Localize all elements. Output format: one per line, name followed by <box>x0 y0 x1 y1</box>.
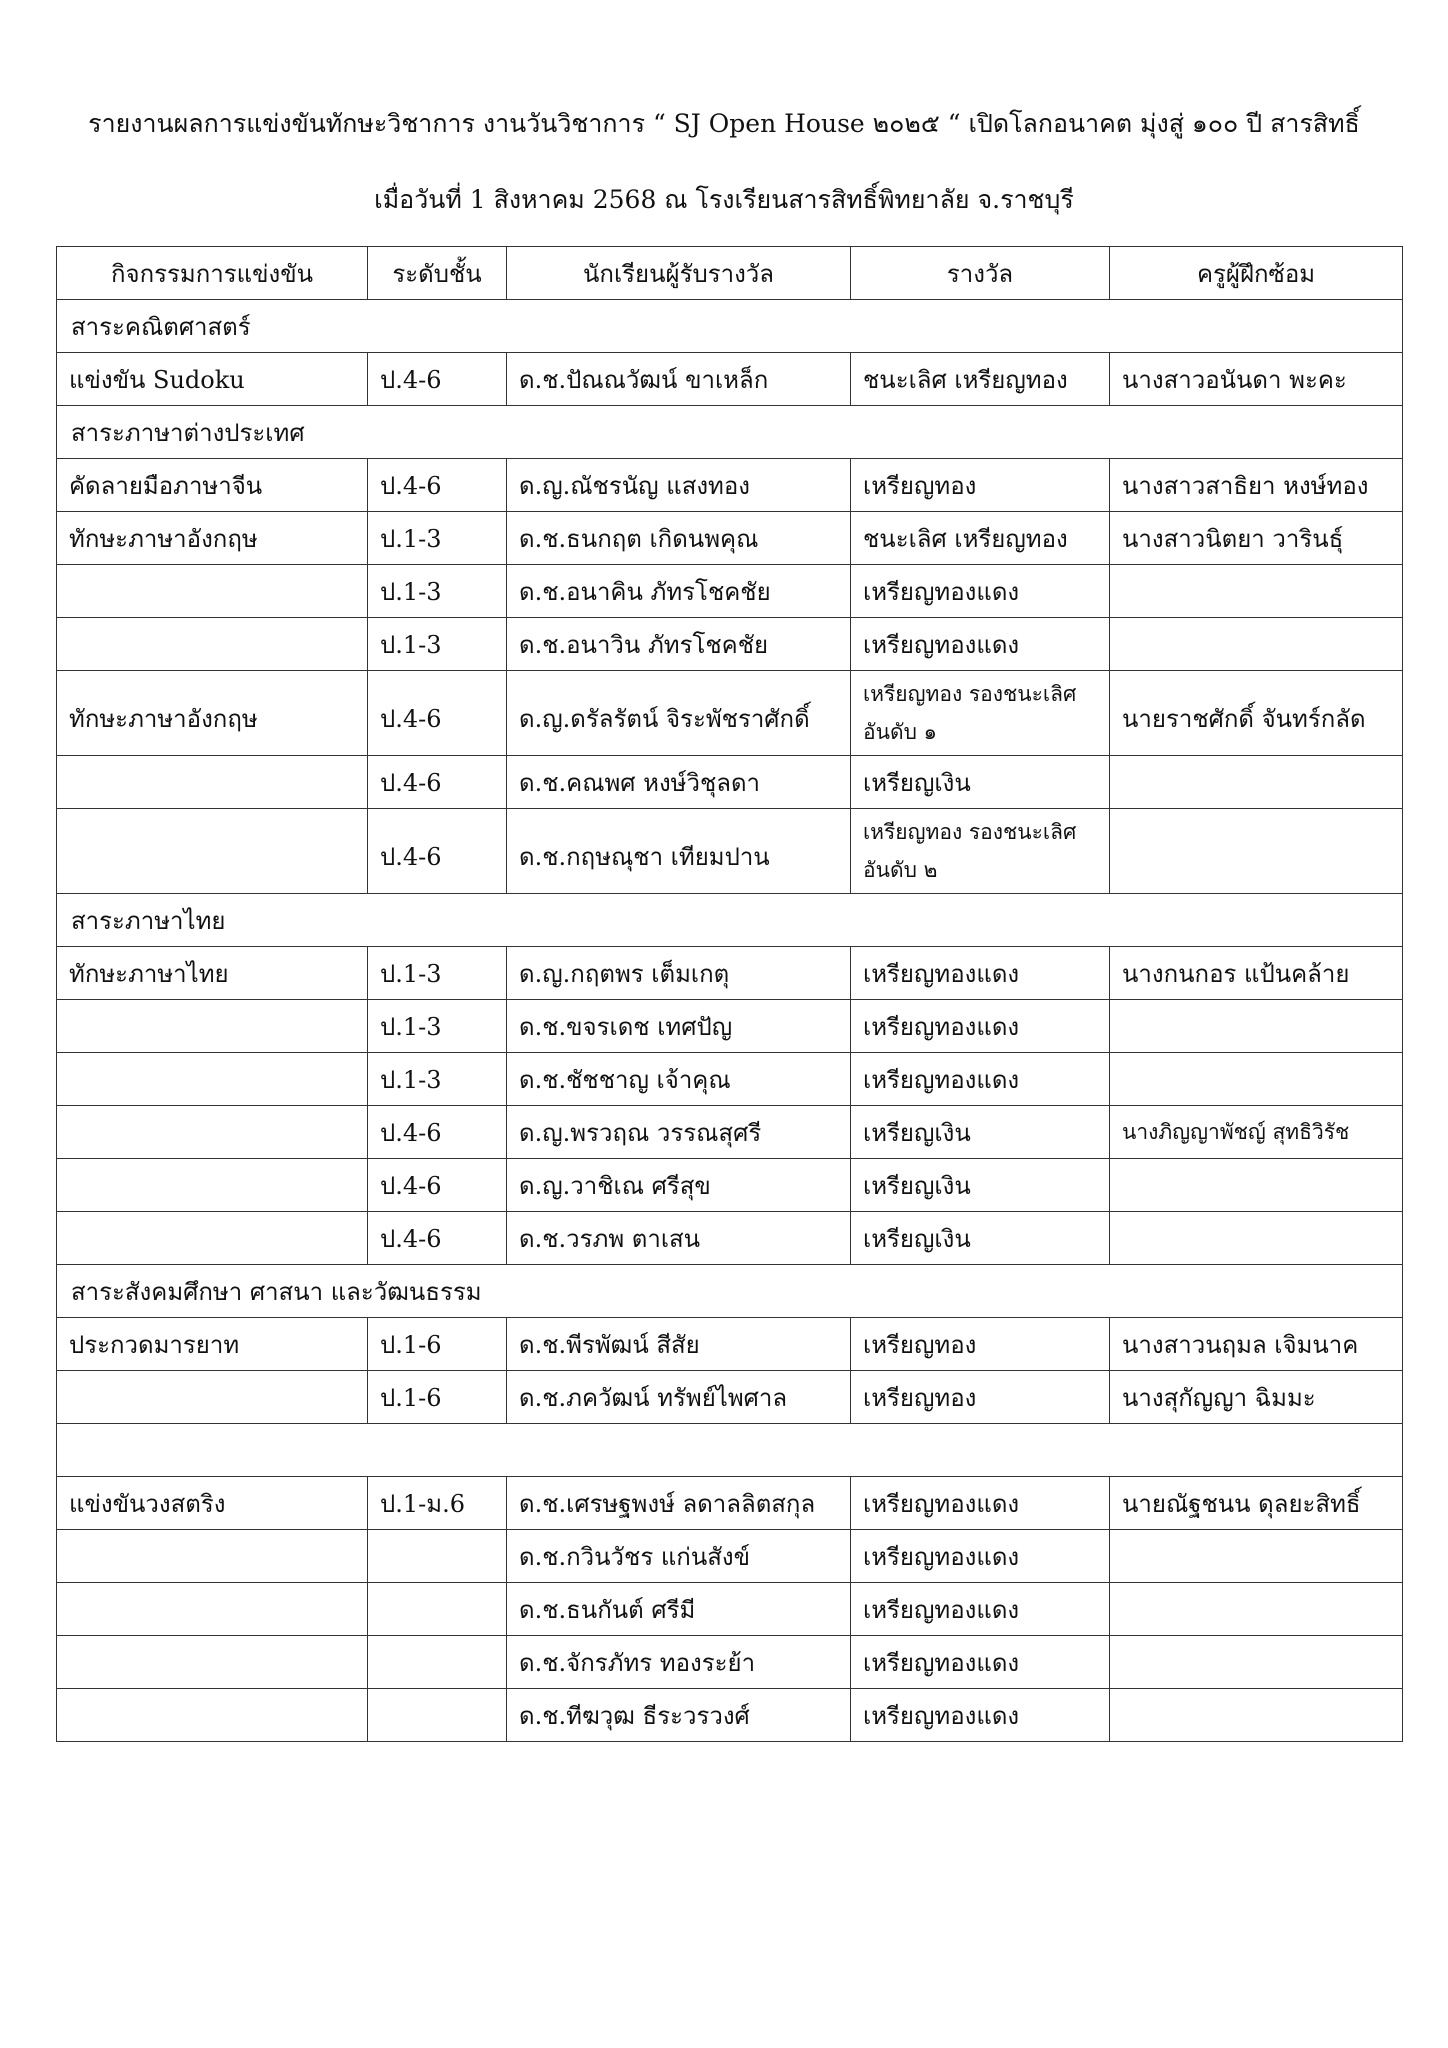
cell-level: ป.4-6 <box>368 1159 507 1212</box>
table-row <box>57 512 1403 565</box>
cell-level <box>368 1530 507 1583</box>
cell-student: ด.ช.กวินวัชร แก่นสังข์ <box>507 1530 851 1583</box>
cell-teacher: นางภิญญาพัชญ์ สุทธิวิรัช <box>1110 1106 1403 1159</box>
cell-student: ด.ช.ธนกันต์ ศรีมี <box>507 1583 851 1636</box>
cell-student: ด.ญ.กฤตพร เต็มเกตุ <box>507 947 851 1000</box>
cell-level: ป.1-6 <box>368 1371 507 1424</box>
cell-award: เหรียญทอง รองชนะเลิศ อันดับ ๒ <box>851 809 1110 894</box>
cell-student: ด.ช.กฤษณุชา เทียมปาน <box>507 809 851 894</box>
section-title: สาระคณิตศาสตร์ <box>57 300 1403 353</box>
cell-activity <box>57 1689 368 1742</box>
header-student: นักเรียนผู้รับรางวัล <box>507 247 851 300</box>
cell-student: ด.ช.ชัชชาญ เจ้าคุณ <box>507 1053 851 1106</box>
header-teacher: ครูผู้ฝึกซ้อม <box>1110 247 1403 300</box>
cell-award: เหรียญทองแดง <box>851 618 1110 671</box>
cell-level: ป.4-6 <box>368 353 507 406</box>
cell-award: ชนะเลิศ เหรียญทอง <box>851 512 1110 565</box>
cell-teacher: นายราชศักดิ์ จันทร์กลัด <box>1110 671 1403 756</box>
table-row <box>57 1530 1403 1583</box>
cell-teacher <box>1110 1212 1403 1265</box>
cell-teacher <box>1110 1159 1403 1212</box>
cell-student: ด.ช.ขจรเดช เทศปัญ <box>507 1000 851 1053</box>
table-row <box>57 947 1403 1000</box>
blank-cell <box>57 1424 1403 1477</box>
cell-award: เหรียญเงิน <box>851 1106 1110 1159</box>
table-row <box>57 1212 1403 1265</box>
table-row <box>57 1689 1403 1742</box>
cell-award: ชนะเลิศ เหรียญทอง <box>851 353 1110 406</box>
cell-teacher <box>1110 565 1403 618</box>
table-row <box>57 618 1403 671</box>
cell-level: ป.1-3 <box>368 947 507 1000</box>
cell-level: ป.1-3 <box>368 565 507 618</box>
results-table <box>56 246 1403 1742</box>
cell-activity: ทักษะภาษาไทย <box>57 947 368 1000</box>
cell-student: ด.ช.พีรพัฒน์ สีสัย <box>507 1318 851 1371</box>
cell-level <box>368 1689 507 1742</box>
table-row <box>57 1371 1403 1424</box>
section-title: สาระสังคมศึกษา ศาสนา และวัฒนธรรม <box>57 1265 1403 1318</box>
cell-award: เหรียญทอง <box>851 1371 1110 1424</box>
cell-activity <box>57 1053 368 1106</box>
cell-teacher: นางสาวนฤมล เจิมนาค <box>1110 1318 1403 1371</box>
cell-teacher: นางสาวสาธิยา หงษ์ทอง <box>1110 459 1403 512</box>
cell-student: ด.ญ.วาชิเณ ศรีสุข <box>507 1159 851 1212</box>
cell-award: เหรียญทองแดง <box>851 1583 1110 1636</box>
cell-award: เหรียญทองแดง <box>851 947 1110 1000</box>
table-row <box>57 1318 1403 1371</box>
section-row-social <box>57 1265 1403 1318</box>
cell-student: ด.ช.จักรภัทร ทองระย้า <box>507 1636 851 1689</box>
cell-level: ป.1-3 <box>368 1000 507 1053</box>
cell-teacher: นางสาวอนันดา พะคะ <box>1110 353 1403 406</box>
cell-award: เหรียญทองแดง <box>851 1477 1110 1530</box>
cell-activity <box>57 618 368 671</box>
blank-row <box>57 1424 1403 1477</box>
cell-award: เหรียญเงิน <box>851 1159 1110 1212</box>
cell-teacher <box>1110 756 1403 809</box>
cell-level: ป.1-3 <box>368 512 507 565</box>
cell-activity <box>57 809 368 894</box>
cell-level: ป.4-6 <box>368 459 507 512</box>
cell-award: เหรียญทองแดง <box>851 1000 1110 1053</box>
cell-activity <box>57 1212 368 1265</box>
cell-student: ด.ญ.พรวฤณ วรรณสุศรี <box>507 1106 851 1159</box>
cell-activity <box>57 1636 368 1689</box>
table-row <box>57 1583 1403 1636</box>
cell-activity <box>57 1000 368 1053</box>
cell-teacher <box>1110 1053 1403 1106</box>
cell-activity: ประกวดมารยาท <box>57 1318 368 1371</box>
cell-level: ป.4-6 <box>368 671 507 756</box>
cell-level: ป.1-6 <box>368 1318 507 1371</box>
cell-student: ด.ช.คณพศ หงษ์วิชุลดา <box>507 756 851 809</box>
cell-activity: แข่งขัน Sudoku <box>57 353 368 406</box>
cell-level: ป.1-3 <box>368 1053 507 1106</box>
table-row <box>57 1106 1403 1159</box>
section-title: สาระภาษาต่างประเทศ <box>57 406 1403 459</box>
cell-award: เหรียญทอง รองชนะเลิศ อันดับ ๑ <box>851 671 1110 756</box>
cell-student: ด.ช.เศรษฐพงษ์ ลดาลลิตสกุล <box>507 1477 851 1530</box>
section-title: สาระภาษาไทย <box>57 894 1403 947</box>
table-row <box>57 671 1403 756</box>
cell-level: ป.4-6 <box>368 1212 507 1265</box>
cell-level: ป.4-6 <box>368 809 507 894</box>
cell-activity <box>57 1371 368 1424</box>
section-row-foreign <box>57 406 1403 459</box>
cell-activity: แข่งขันวงสตริง <box>57 1477 368 1530</box>
cell-activity <box>57 756 368 809</box>
cell-award: เหรียญเงิน <box>851 1212 1110 1265</box>
cell-student: ด.ช.อนาวิน ภัทรโชคชัย <box>507 618 851 671</box>
table-row <box>57 1636 1403 1689</box>
cell-award: เหรียญทองแดง <box>851 1053 1110 1106</box>
cell-award: เหรียญทองแดง <box>851 1689 1110 1742</box>
cell-activity <box>57 1583 368 1636</box>
table-row <box>57 1477 1403 1530</box>
cell-student: ด.ช.ปัณณวัฒน์ ขาเหล็ก <box>507 353 851 406</box>
table-row <box>57 1000 1403 1053</box>
cell-activity: ทักษะภาษาอังกฤษ <box>57 671 368 756</box>
table-row <box>57 756 1403 809</box>
cell-student: ด.ช.ธนกฤต เกิดนพคุณ <box>507 512 851 565</box>
cell-level <box>368 1583 507 1636</box>
cell-teacher <box>1110 1689 1403 1742</box>
cell-level <box>368 1636 507 1689</box>
cell-award: เหรียญทองแดง <box>851 1530 1110 1583</box>
section-row-math <box>57 300 1403 353</box>
cell-teacher: นางสุกัญญา ฉิมมะ <box>1110 1371 1403 1424</box>
cell-award: เหรียญทอง <box>851 459 1110 512</box>
header-award: รางวัล <box>851 247 1110 300</box>
table-row <box>57 1053 1403 1106</box>
cell-award: เหรียญทองแดง <box>851 565 1110 618</box>
cell-student: ด.ช.ภควัฒน์ ทรัพย์ไพศาล <box>507 1371 851 1424</box>
cell-teacher <box>1110 1583 1403 1636</box>
cell-activity: ทักษะภาษาอังกฤษ <box>57 512 368 565</box>
cell-teacher <box>1110 1530 1403 1583</box>
header-level: ระดับชั้น <box>368 247 507 300</box>
cell-level: ป.4-6 <box>368 1106 507 1159</box>
report-date-location: เมื่อวันที่ 1 สิงหาคม 2568 ณ โรงเรียนสารสิทธิ์พิทยาลัย จ.ราชบุรี <box>374 185 1074 214</box>
cell-teacher <box>1110 1636 1403 1689</box>
table-row <box>57 809 1403 894</box>
cell-student: ด.ช.วรภพ ตาเสน <box>507 1212 851 1265</box>
cell-student: ด.ญ.ณัชรนัญ แสงทอง <box>507 459 851 512</box>
cell-activity <box>57 1106 368 1159</box>
report-title: รายงานผลการแข่งขันทักษะวิชาการ งานวันวิชาการ “ SJ Open House ๒๐๒๕ “ เปิดโลกอนาคต มุ่งสู่ ๑๐๐ ปี สารสิทธิ์ <box>88 109 1360 138</box>
table-row <box>57 459 1403 512</box>
cell-activity <box>57 1530 368 1583</box>
table-row <box>57 353 1403 406</box>
cell-activity <box>57 565 368 618</box>
cell-teacher: นางสาวนิตยา วารินธุ์ <box>1110 512 1403 565</box>
cell-teacher <box>1110 618 1403 671</box>
cell-student: ด.ช.อนาคิน ภัทรโชคชัย <box>507 565 851 618</box>
cell-activity <box>57 1159 368 1212</box>
cell-teacher: นางกนกอร แป้นคล้าย <box>1110 947 1403 1000</box>
cell-student: ด.ญ.ดรัลรัตน์ จิระพัชราศักดิ์ <box>507 671 851 756</box>
cell-teacher <box>1110 809 1403 894</box>
table-row <box>57 1159 1403 1212</box>
table-row <box>57 565 1403 618</box>
header-activity: กิจกรรมการแข่งขัน <box>57 247 368 300</box>
section-row-thai <box>57 894 1403 947</box>
cell-level: ป.1-3 <box>368 618 507 671</box>
cell-level: ป.1-ม.6 <box>368 1477 507 1530</box>
cell-activity: คัดลายมือภาษาจีน <box>57 459 368 512</box>
cell-student: ด.ช.ทีฆวุฒ ธีระวรวงศ์ <box>507 1689 851 1742</box>
cell-level: ป.4-6 <box>368 756 507 809</box>
cell-award: เหรียญทองแดง <box>851 1636 1110 1689</box>
table-header-row <box>57 247 1403 300</box>
cell-award: เหรียญเงิน <box>851 756 1110 809</box>
cell-award: เหรียญทอง <box>851 1318 1110 1371</box>
cell-teacher: นายณัฐชนน ดุลยะสิทธิ์ <box>1110 1477 1403 1530</box>
cell-teacher <box>1110 1000 1403 1053</box>
